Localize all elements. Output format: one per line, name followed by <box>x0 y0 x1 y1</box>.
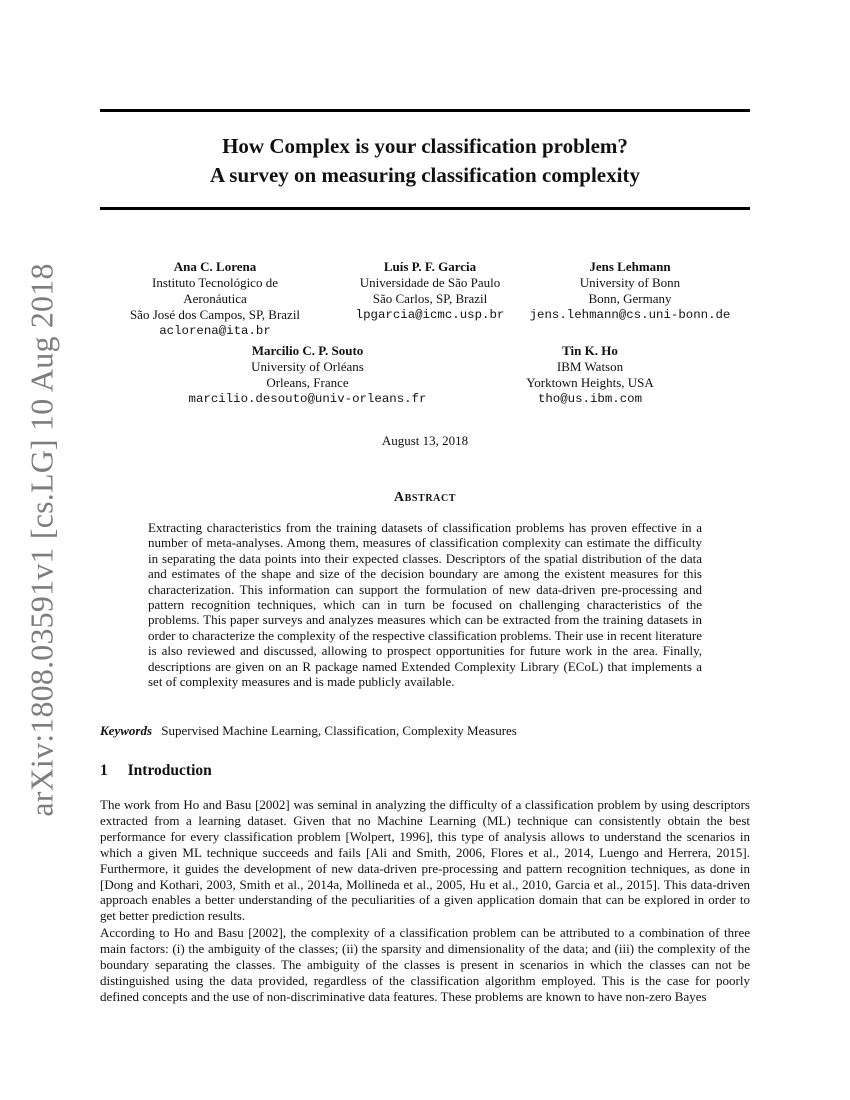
title-rule-bottom <box>100 207 750 210</box>
body-paragraph: The work from Ho and Basu [2002] was seminal in analyzing the difficulty of a classification problem by using descriptors extracted from a learning dataset. Given that no Machine Learning (ML) technique can consistently obtain the best performance for every classification problem [Wolpert, 1996], this type of analysis allows to understand the scenarios in which a given ML technique succeeds and fails [Ali and Smith, 2006, Flores et al., 2014, Luengo and Herrera, 2015]. Furthermore, it guides the development of new data-driven pre-processing and pattern recognition techniques, as done in [Dong and Kothari, 2003, Smith et al., 2014a, Mollineda et al., 2005, Hu et al., 2010, Garcia et al., 2015]. This data-driven approach enables a better understanding of the peculiarities of a given application domain that can be explored in order to get better prediction results. <box>100 797 750 924</box>
author-location: São Carlos, SP, Brazil <box>372 291 488 306</box>
body-paragraph: According to Ho and Basu [2002], the complexity of a classification problem can be attributed to a combination of three main factors: (i) the ambiguity of the classes; (ii) the sparsity and dimensionality of the data; and (iii) the complexity of the boundary separating the classes. The ambiguity of the classes is present in scenarios in which the classes can not be distinguished using the data provided, regardless of the classification algorithm employed. This is the case for poorly defined concepts and the use of non-discriminative data features. These problems are known to have non-zero Bayes <box>100 925 750 1004</box>
title-line-1: How Complex is your classification problem? <box>222 134 628 158</box>
author-email[interactable]: aclorena@ita.br <box>159 324 271 338</box>
author-block <box>520 259 740 323</box>
paper-title <box>100 132 750 190</box>
keywords-text: Supervised Machine Learning, Classification, Complexity Measures <box>161 723 517 738</box>
author-affiliation: IBM Watson <box>556 359 624 374</box>
author-affiliation: University of Bonn <box>579 275 681 290</box>
title-rule-top <box>100 109 750 112</box>
author-email[interactable]: jens.lehmann@cs.uni-bonn.de <box>529 308 731 322</box>
abstract-heading: Abstract <box>393 490 457 505</box>
author-email[interactable]: lpgarcia@icmc.usp.br <box>355 308 505 322</box>
abstract-text: Extracting characteristics from the training datasets of classification problems has proven effective in a number of meta-analyses. Among them, measures of classification complexity can estimate the difficulty in separating the data points into their expected classes. Descriptors of the spatial distribution of the data and estimates of the shape and size of the decision boundary are among the existent measures for this characterization. This information can support the formulation of new data-driven pre-processing and pattern recognition techniques, which can in turn be focused on challenging characteristics of the problems. This paper surveys and analyzes measures which can be extracted from the training datasets in order to characterize the complexity of the respective classification problems. Their use in recent literature is also reviewed and discussed, allowing to prospect opportunities for future work in the area. Finally, descriptions are given on an R package named Extended Complexity Library (ECoL) that implements a set of complexity measures and is made publicly available. <box>148 520 702 690</box>
author-email[interactable]: marcilio.desouto@univ-orleans.fr <box>188 392 427 406</box>
section-title: Introduction <box>127 762 212 779</box>
paper-date: August 13, 2018 <box>381 433 469 448</box>
author-affiliation: Instituto Tecnológico de Aeronáutica <box>152 275 278 306</box>
author-name: Ana C. Lorena <box>173 259 257 274</box>
author-location: Bonn, Germany <box>588 291 672 306</box>
keywords-label: Keywords <box>100 723 152 738</box>
section-number: 1 <box>100 762 108 779</box>
author-location: Orleans, France <box>266 375 349 390</box>
author-email[interactable]: tho@us.ibm.com <box>537 392 643 406</box>
author-name: Marcilio C. P. Souto <box>251 343 364 358</box>
author-name: Jens Lehmann <box>589 259 671 274</box>
author-affiliation: Universidade de São Paulo <box>359 275 501 290</box>
title-line-2: A survey on measuring classification complexity <box>210 163 640 187</box>
author-location: São José dos Campos, SP, Brazil <box>129 307 301 322</box>
author-name: Tin K. Ho <box>562 343 618 358</box>
author-location: Yorktown Heights, USA <box>526 375 654 390</box>
section-heading <box>100 762 212 780</box>
author-block <box>335 259 525 323</box>
author-name: Luís P. F. Garcia <box>383 259 477 274</box>
author-block <box>180 343 435 407</box>
author-affiliation: University of Orléans <box>251 359 364 374</box>
arxiv-identifier: arXiv:1808.03591v1 [cs.LG] 10 Aug 2018 <box>23 263 60 817</box>
author-block <box>120 259 310 339</box>
author-block <box>505 343 675 407</box>
keywords <box>100 723 750 739</box>
